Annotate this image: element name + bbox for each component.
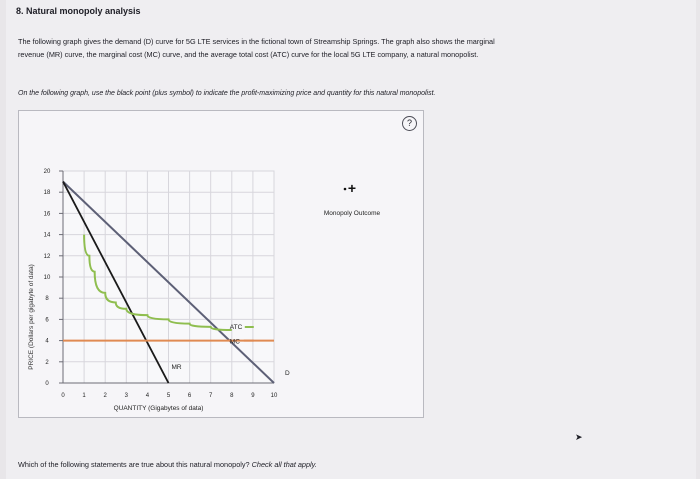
graph-instruction: On the following graph, use the black point (plus symbol) to indicate the profit-maximizing price and quantity for this natural monopolist. [18, 90, 436, 97]
y-tick-label: 10 [43, 275, 51, 281]
label-mc: MC [229, 338, 240, 346]
label-d: D [285, 370, 290, 377]
x-tick-label: 9 [251, 393, 255, 399]
monopoly-chart[interactable] [19, 111, 423, 417]
y-tick-label: 16 [43, 211, 51, 218]
y-tick-label: 12 [43, 253, 51, 260]
question-description [18, 35, 658, 61]
plus-point-dot [344, 188, 347, 191]
y-tick-label: 18 [43, 190, 51, 197]
y-axis-title: PRICE (Dollars per gigabyte of data) [28, 264, 35, 370]
description-line-2: revenue (MR) curve, the marginal cost (MC) curve, and the average total cost (ATC) curve for the local 5G LTE company, a natural monopolist. [18, 50, 479, 59]
x-tick-label: 6 [187, 393, 192, 399]
mouse-cursor-icon: ➤ [575, 432, 583, 442]
followup-question-hint: Check all that apply. [251, 460, 317, 469]
graph-panel [18, 110, 424, 418]
y-tick-label: 0 [45, 381, 49, 387]
x-tick-label: 1 [82, 393, 86, 399]
label-mr: MR [171, 364, 182, 371]
y-tick-label: 2 [45, 359, 49, 366]
x-tick-label: 10 [270, 393, 278, 399]
x-tick-label: 3 [124, 393, 128, 399]
x-tick-label: 7 [209, 393, 213, 399]
y-tick-label: 8 [45, 296, 49, 303]
x-tick-label: 0 [61, 393, 65, 399]
y-tick-label: 6 [45, 317, 49, 324]
followup-question-text: Which of the following statements are true about this natural monopoly? [18, 460, 250, 469]
help-icon[interactable]: ? [402, 116, 417, 131]
x-axis-title: QUANTITY (Gigabytes of data) [113, 405, 204, 412]
question-title: 8. Natural monopoly analysis [16, 6, 141, 16]
x-tick-label: 4 [145, 393, 150, 399]
y-tick-label: 20 [43, 169, 51, 175]
followup-question [18, 460, 317, 469]
description-line-1: The following graph gives the demand (D) curve for 5G LTE services in the fictional town of Streamship Springs. The graph also shows the marginal [18, 37, 495, 46]
y-tick-label: 14 [43, 232, 51, 239]
label-atc: ATC [229, 324, 243, 331]
x-tick-label: 5 [166, 393, 171, 399]
plus-point-icon: + [347, 180, 357, 196]
monopoly-outcome-label: Monopoly Outcome [323, 210, 381, 217]
x-tick-label: 2 [103, 393, 107, 399]
y-tick-label: 4 [45, 338, 49, 345]
question-card [6, 0, 696, 479]
x-tick-label: 8 [230, 393, 234, 399]
